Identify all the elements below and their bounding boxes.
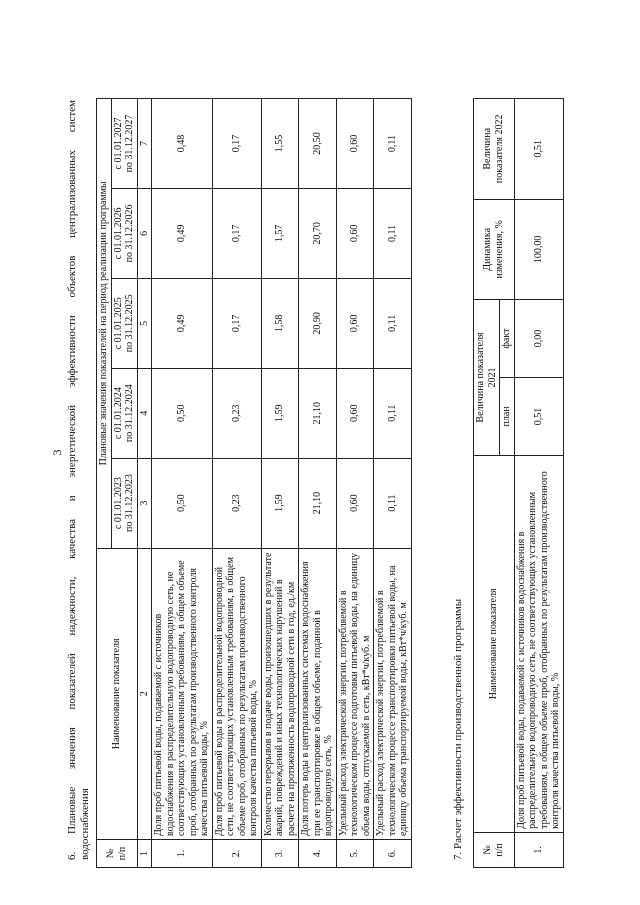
indicator-value: 1,59 [261, 458, 299, 548]
t2-col-2021-header: Величина показателя 2021 [474, 300, 500, 456]
indicator-value: 0,50 [152, 458, 213, 548]
period-header: с 01.01.2026 по 31.12.2026 [111, 188, 137, 278]
indicator-value: 0,48 [152, 99, 213, 189]
t2-col-name-header: Наименование показателя [474, 455, 515, 832]
dynamics-value: 100,00 [514, 199, 563, 300]
indicator-name: Доля потерь воды в централизованных системах водоснабжения при ее транспортировке в общем объеме, поданной в водопроводную сеть, % [299, 548, 337, 840]
section6-heading-cont: водоснабжения [79, 788, 91, 860]
indicator-value: 20,90 [299, 278, 337, 368]
indicator-name: Удельный расход электрической энергии, потребляемой в технологическом процессе транспортировки питьевой воды, на единицу объема транспортируемой воды, кВт*ч/куб. м [374, 548, 412, 840]
section7-heading: 7. Расчет эффективности производственной программы [452, 598, 464, 860]
indicator-value: 0,17 [212, 278, 261, 368]
t2-col-2022-header: Величина показателя 2022 [474, 99, 515, 200]
col-name-header: Наименование показателя [97, 548, 138, 840]
table-row [514, 99, 563, 868]
table-row [261, 99, 299, 868]
indicator-value: 0,50 [152, 368, 213, 458]
indicator-value: 0,60 [336, 368, 374, 458]
fact-value: 0,00 [514, 300, 563, 378]
efficiency-table [473, 98, 564, 868]
column-number: 2 [137, 548, 152, 840]
column-number: 6 [137, 188, 152, 278]
indicator-value: 0,23 [212, 458, 261, 548]
table-row [299, 99, 337, 868]
indicator-value: 0,49 [152, 278, 213, 368]
indicator-value: 21,10 [299, 368, 337, 458]
indicator-value: 1,57 [261, 188, 299, 278]
t2-col-dyn-header: Динамика изменения, % [474, 199, 515, 300]
indicator-name: Доля проб питьевой воды, подаваемой с источников водоснабжения в распределительную водопроводную сеть, не соответствующих установленным требованиям, в общем объеме проб, отобранных по результатам производственного контроля качества питьевой воды, % [514, 455, 563, 832]
period-header: с 01.01.2024 по 31.12.2024 [111, 368, 137, 458]
indicator-value: 0,23 [212, 368, 261, 458]
table-row [152, 99, 213, 868]
indicator-value: 0,49 [152, 188, 213, 278]
table-row [374, 99, 412, 868]
indicator-value: 0,60 [336, 458, 374, 548]
table-row [212, 99, 261, 868]
plan-value: 0,51 [514, 377, 563, 455]
indicator-value: 0,60 [336, 188, 374, 278]
indicator-value: 0,60 [336, 99, 374, 189]
row-number: 4. [299, 840, 337, 868]
indicator-value: 0,11 [374, 458, 412, 548]
indicator-name: Удельный расход электрической энергии, потребляемой в технологическом процессе подготовки питьевой воды, на единицу объема воды, отпускаемой в сеть, кВт*ч/куб. м [336, 548, 374, 840]
column-number: 3 [137, 458, 152, 548]
col-no-header: № п/п [97, 840, 138, 868]
t2-col-fact-header: факт [500, 300, 515, 378]
indicator-value: 20,50 [299, 99, 337, 189]
section6-heading: 6. Плановые значения показателей надежности, качества и энергетической эффективности объектов централизованных систем [66, 100, 78, 860]
indicator-value: 20,70 [299, 188, 337, 278]
indicator-value: 0,11 [374, 278, 412, 368]
column-number: 4 [137, 368, 152, 458]
indicator-name: Доля проб питьевой воды в распределительной водопроводной сети, не соответствующих установленным требованиям, в общем объеме проб, отобранных по результатам производственного контроля качества питьевой воды, % [212, 548, 261, 840]
indicator-value: 1,55 [261, 99, 299, 189]
indicator-name: Доля проб питьевой воды, подаваемой с источников водоснабжения в распределительную водопроводную сеть, не соответствующих установленным требованиям, в общем объеме проб, отобранных по результатам производственного контроля качества питьевой воды, % [152, 548, 213, 840]
indicator-value: 1,59 [261, 368, 299, 458]
period-header: с 01.01.2027 по 31.12.2027 [111, 99, 137, 189]
row-number: 2. [212, 840, 261, 868]
targets-table [96, 98, 412, 868]
period-header: с 01.01.2025 по 31.12.2025 [111, 278, 137, 368]
table-row [336, 99, 374, 868]
indicator-value: 1,58 [261, 278, 299, 368]
value-2022: 0,51 [514, 99, 563, 200]
indicator-value: 0,60 [336, 278, 374, 368]
period-header: с 01.01.2023 по 31.12.2023 [111, 458, 137, 548]
indicator-value: 0,17 [212, 99, 261, 189]
indicator-value: 21,10 [299, 458, 337, 548]
indicator-value: 0,11 [374, 188, 412, 278]
row-number: 1. [152, 840, 213, 868]
t2-col-plan-header: план [500, 377, 515, 455]
indicator-value: 0,11 [374, 99, 412, 189]
row-number: 5. [336, 840, 374, 868]
row-number: 6. [374, 840, 412, 868]
column-number: 5 [137, 278, 152, 368]
column-number: 7 [137, 99, 152, 189]
page-number: 3 [50, 449, 64, 456]
indicator-value: 0,17 [212, 188, 261, 278]
t2-col-no-header: № п/п [474, 832, 515, 867]
col-group-header: Плановые значения показателей на период реализации программы [97, 99, 112, 549]
row-number: 3. [261, 840, 299, 868]
indicator-value: 0,11 [374, 368, 412, 458]
row-number: 1. [514, 832, 563, 867]
column-number: 1 [137, 840, 152, 868]
indicator-name: Количество перерывов в подаче воды, произошедших в результате аварий, повреждений и иных технологических нарушений в расчете на протяженность водопроводной сети в год, ед./км [261, 548, 299, 840]
